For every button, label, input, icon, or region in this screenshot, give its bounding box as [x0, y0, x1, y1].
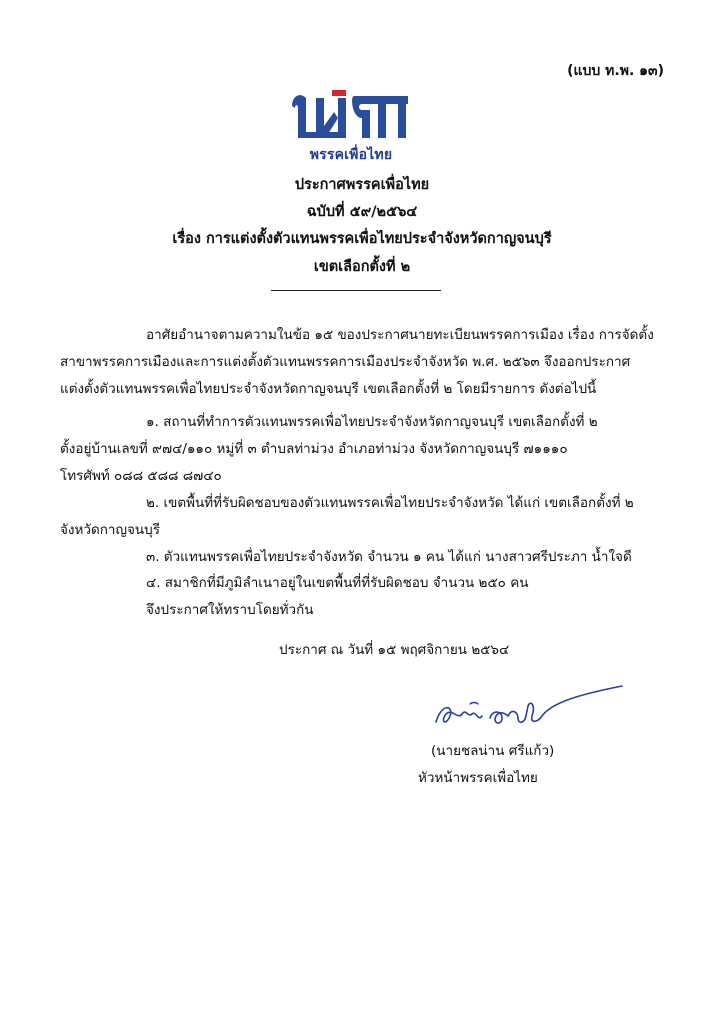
announcement-subject: เรื่อง การแต่งตั้งตัวแทนพรรคเพื่อไทยประจำจังหวัดกาญจนบุรี [172, 231, 552, 247]
party-logo-name: พรรคเพื่อไทย [309, 147, 393, 163]
party-logo [286, 88, 416, 170]
announcement-number: ฉบับที่ ๕๙/๒๕๖๔ [306, 204, 418, 220]
signer-name: (นายชลน่าน ศรีแก้ว) [431, 743, 555, 759]
item-2-line-1: ๒. เขตพื้นที่ที่รับผิดชอบของตัวแทนพรรคเพื่อไทยประจำจังหวัด ได้แก่ เขตเลือกตั้งที่ ๒ [146, 495, 634, 511]
item-2-line-2: จังหวัดกาญจนบุรี [60, 522, 160, 538]
form-code: (แบบ ท.พ. ๑๓) [567, 63, 664, 79]
party-logo-mark [286, 88, 416, 144]
item-1-line-3: โทรศัพท์ ๐๘๘ ๕๘๘ ๘๗๔๐ [60, 468, 222, 484]
intro-line-2: สาขาพรรคการเมืองและการแต่งตั้งตัวแทนพรรคการเมืองประจำจังหวัด พ.ศ. ๒๕๖๓ จึงออกประกาศ [60, 354, 631, 370]
item-1-line-2: ตั้งอยู่บ้านเลขที่ ๙๗๔/๑๑๐ หมู่ที่ ๓ ตำบลท่าม่วง อำเภอท่าม่วง จังหวัดกาญจนบุรี ๗๑๑๑๐ [60, 441, 568, 457]
announcement-district: เขตเลือกตั้งที่ ๒ [313, 259, 411, 275]
announcement-title: ประกาศพรรคเพื่อไทย [294, 177, 430, 193]
closing-text: จึงประกาศให้ทราบโดยทั่วกัน [146, 602, 314, 618]
signer-position: หัวหน้าพรรคเพื่อไทย [418, 770, 538, 786]
item-4: ๔. สมาชิกที่มีภูมิลำเนาอยู่ในเขตพื้นที่ที่รับผิดชอบ จำนวน ๒๕๐ คน [146, 575, 529, 591]
item-1-line-1: ๑. สถานที่ทำการตัวแทนพรรคเพื่อไทยประจำจังหวัดกาญจนบุรี เขตเลือกตั้งที่ ๒ [146, 414, 598, 430]
intro-line-1: อาศัยอำนาจตามความในข้อ ๑๕ ของประกาศนายทะเบียนพรรคการเมือง เรื่อง การจัดตั้ง [146, 327, 654, 343]
intro-line-3: แต่งตั้งตัวแทนพรรคเพื่อไทยประจำจังหวัดกาญจนบุรี เขตเลือกตั้งที่ ๒ โดยมีรายการ ดังต่อไปนี้ [60, 381, 597, 397]
item-3: ๓. ตัวแทนพรรคเพื่อไทยประจำจังหวัด จำนวน ๑ คน ได้แก่ นางสาวศรีประภา น้ำใจดี [146, 549, 632, 565]
announcement-date: ประกาศ ณ วันที่ ๑๕ พฤศจิกายน ๒๕๖๔ [279, 642, 510, 658]
signature-scribble [432, 682, 632, 742]
header-divider [271, 290, 441, 291]
